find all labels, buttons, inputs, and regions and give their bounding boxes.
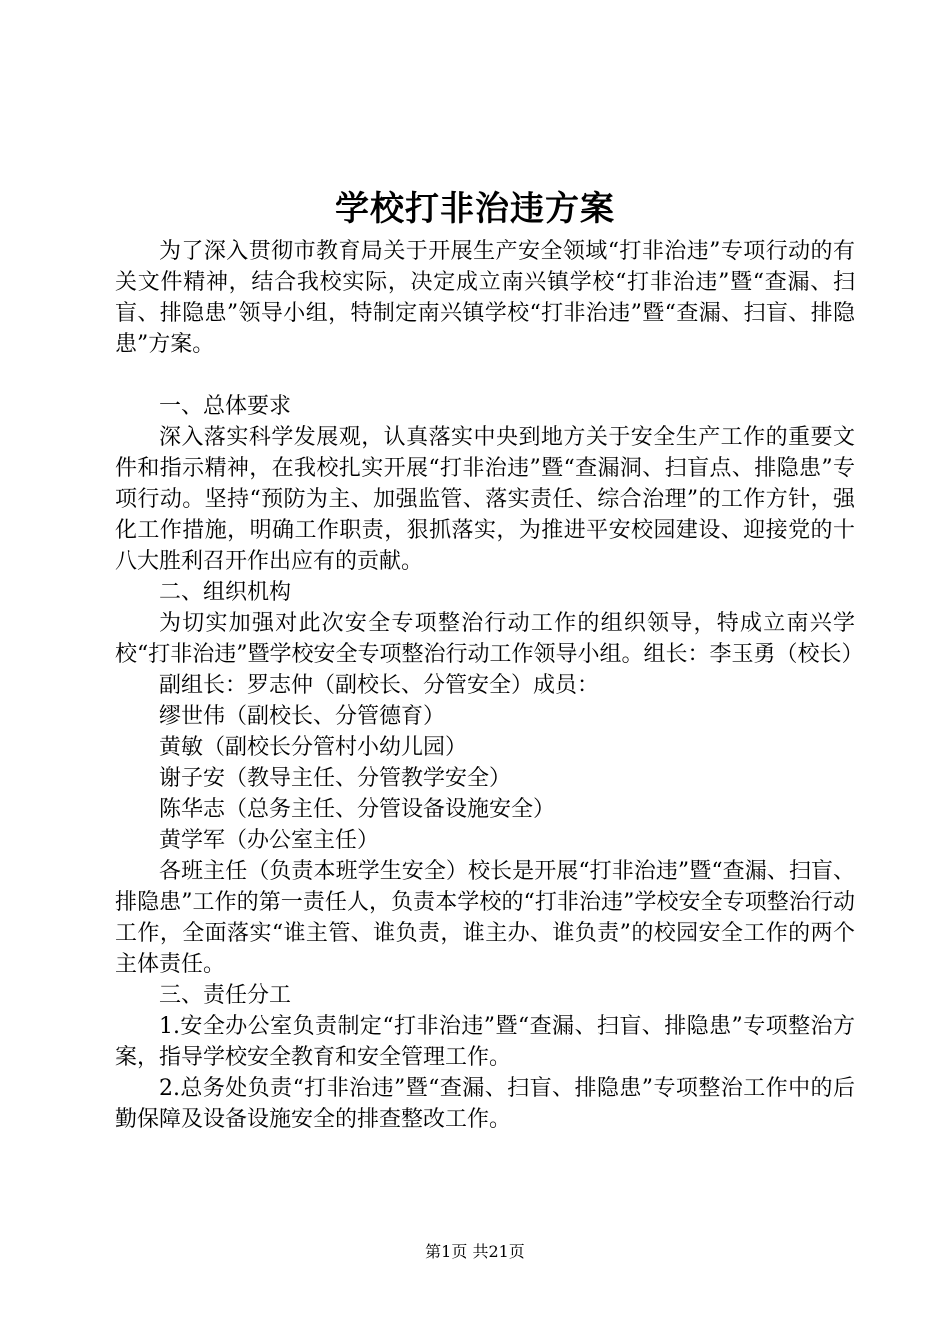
member-line: 缪世伟（副校长、分管德育） [159, 704, 446, 729]
responsibility-paragraph: 各班主任（负责本班学生安全）校长是开展“打非治违”暨“查漏、扫盲、排隐患”工作的第一责任人，负责本学校的“打非治违”学校安全专项整治行动工作，全面落实“谁主管、谁负责，谁主办、谁负责”的校园安全工作的两个主体责任。 [115, 859, 855, 977]
document-title: 学校打非治违方案 [335, 189, 615, 229]
member-line: 黄学军（办公室主任） [159, 828, 380, 853]
intro-paragraph: 为了深入贯彻市教育局关于开展生产安全领域“打非治违”专项行动的有关文件精神，结合我校实际，决定成立南兴镇学校“打非治违”暨“查漏、扫盲、排隐患”领导小组，特制定南兴镇学校“打非治违”暨“查漏、扫盲、排隐患”方案。 [115, 239, 855, 357]
section-heading-organization: 二、组织机构 [159, 580, 292, 605]
duty-item: 1.安全办公室负责制定“打非治违”暨“查漏、扫盲、排隐患”专项整治方案，指导学校安全教育和安全管理工作。 [115, 1014, 855, 1070]
member-line: 黄敏（副校长分管村小幼儿园） [159, 735, 468, 760]
organization-paragraph: 为切实加强对此次安全专项整治行动工作的组织领导，特成立南兴学校“打非治违”暨学校安全专项整治行动工作领导小组。组长：李玉勇（校长） [115, 611, 864, 667]
duty-item: 2.总务处负责“打非治违”暨“查漏、扫盲、排隐患”专项整治工作中的后勤保障及设备设施安全的排查整改工作。 [115, 1076, 855, 1132]
member-line: 谢子安（教导主任、分管教学安全） [159, 766, 512, 791]
general-requirements-paragraph: 深入落实科学发展观，认真落实中央到地方关于安全生产工作的重要文件和指示精神，在我校扎实开展“打非治违”暨“查漏洞、扫盲点、排隐患”专项行动。坚持“预防为主、加强监管、落实责任、综合治理”的工作方针，强化工作措施，明确工作职责，狠抓落实，为推进平安校园建设、迎接党的十八大胜利召开作出应有的贡献。 [115, 425, 855, 574]
section-heading-general-requirements: 一、总体要求 [159, 394, 292, 419]
section-heading-division-of-duties: 三、责任分工 [159, 983, 292, 1008]
member-line: 陈华志（总务主任、分管设备设施安全） [159, 797, 556, 822]
member-line-deputy-leader: 副组长：罗志仲（副校长、分管安全）成员： [159, 673, 600, 698]
document-body [115, 236, 864, 1135]
page-footer: 第1页 共21页 [425, 1242, 525, 1261]
